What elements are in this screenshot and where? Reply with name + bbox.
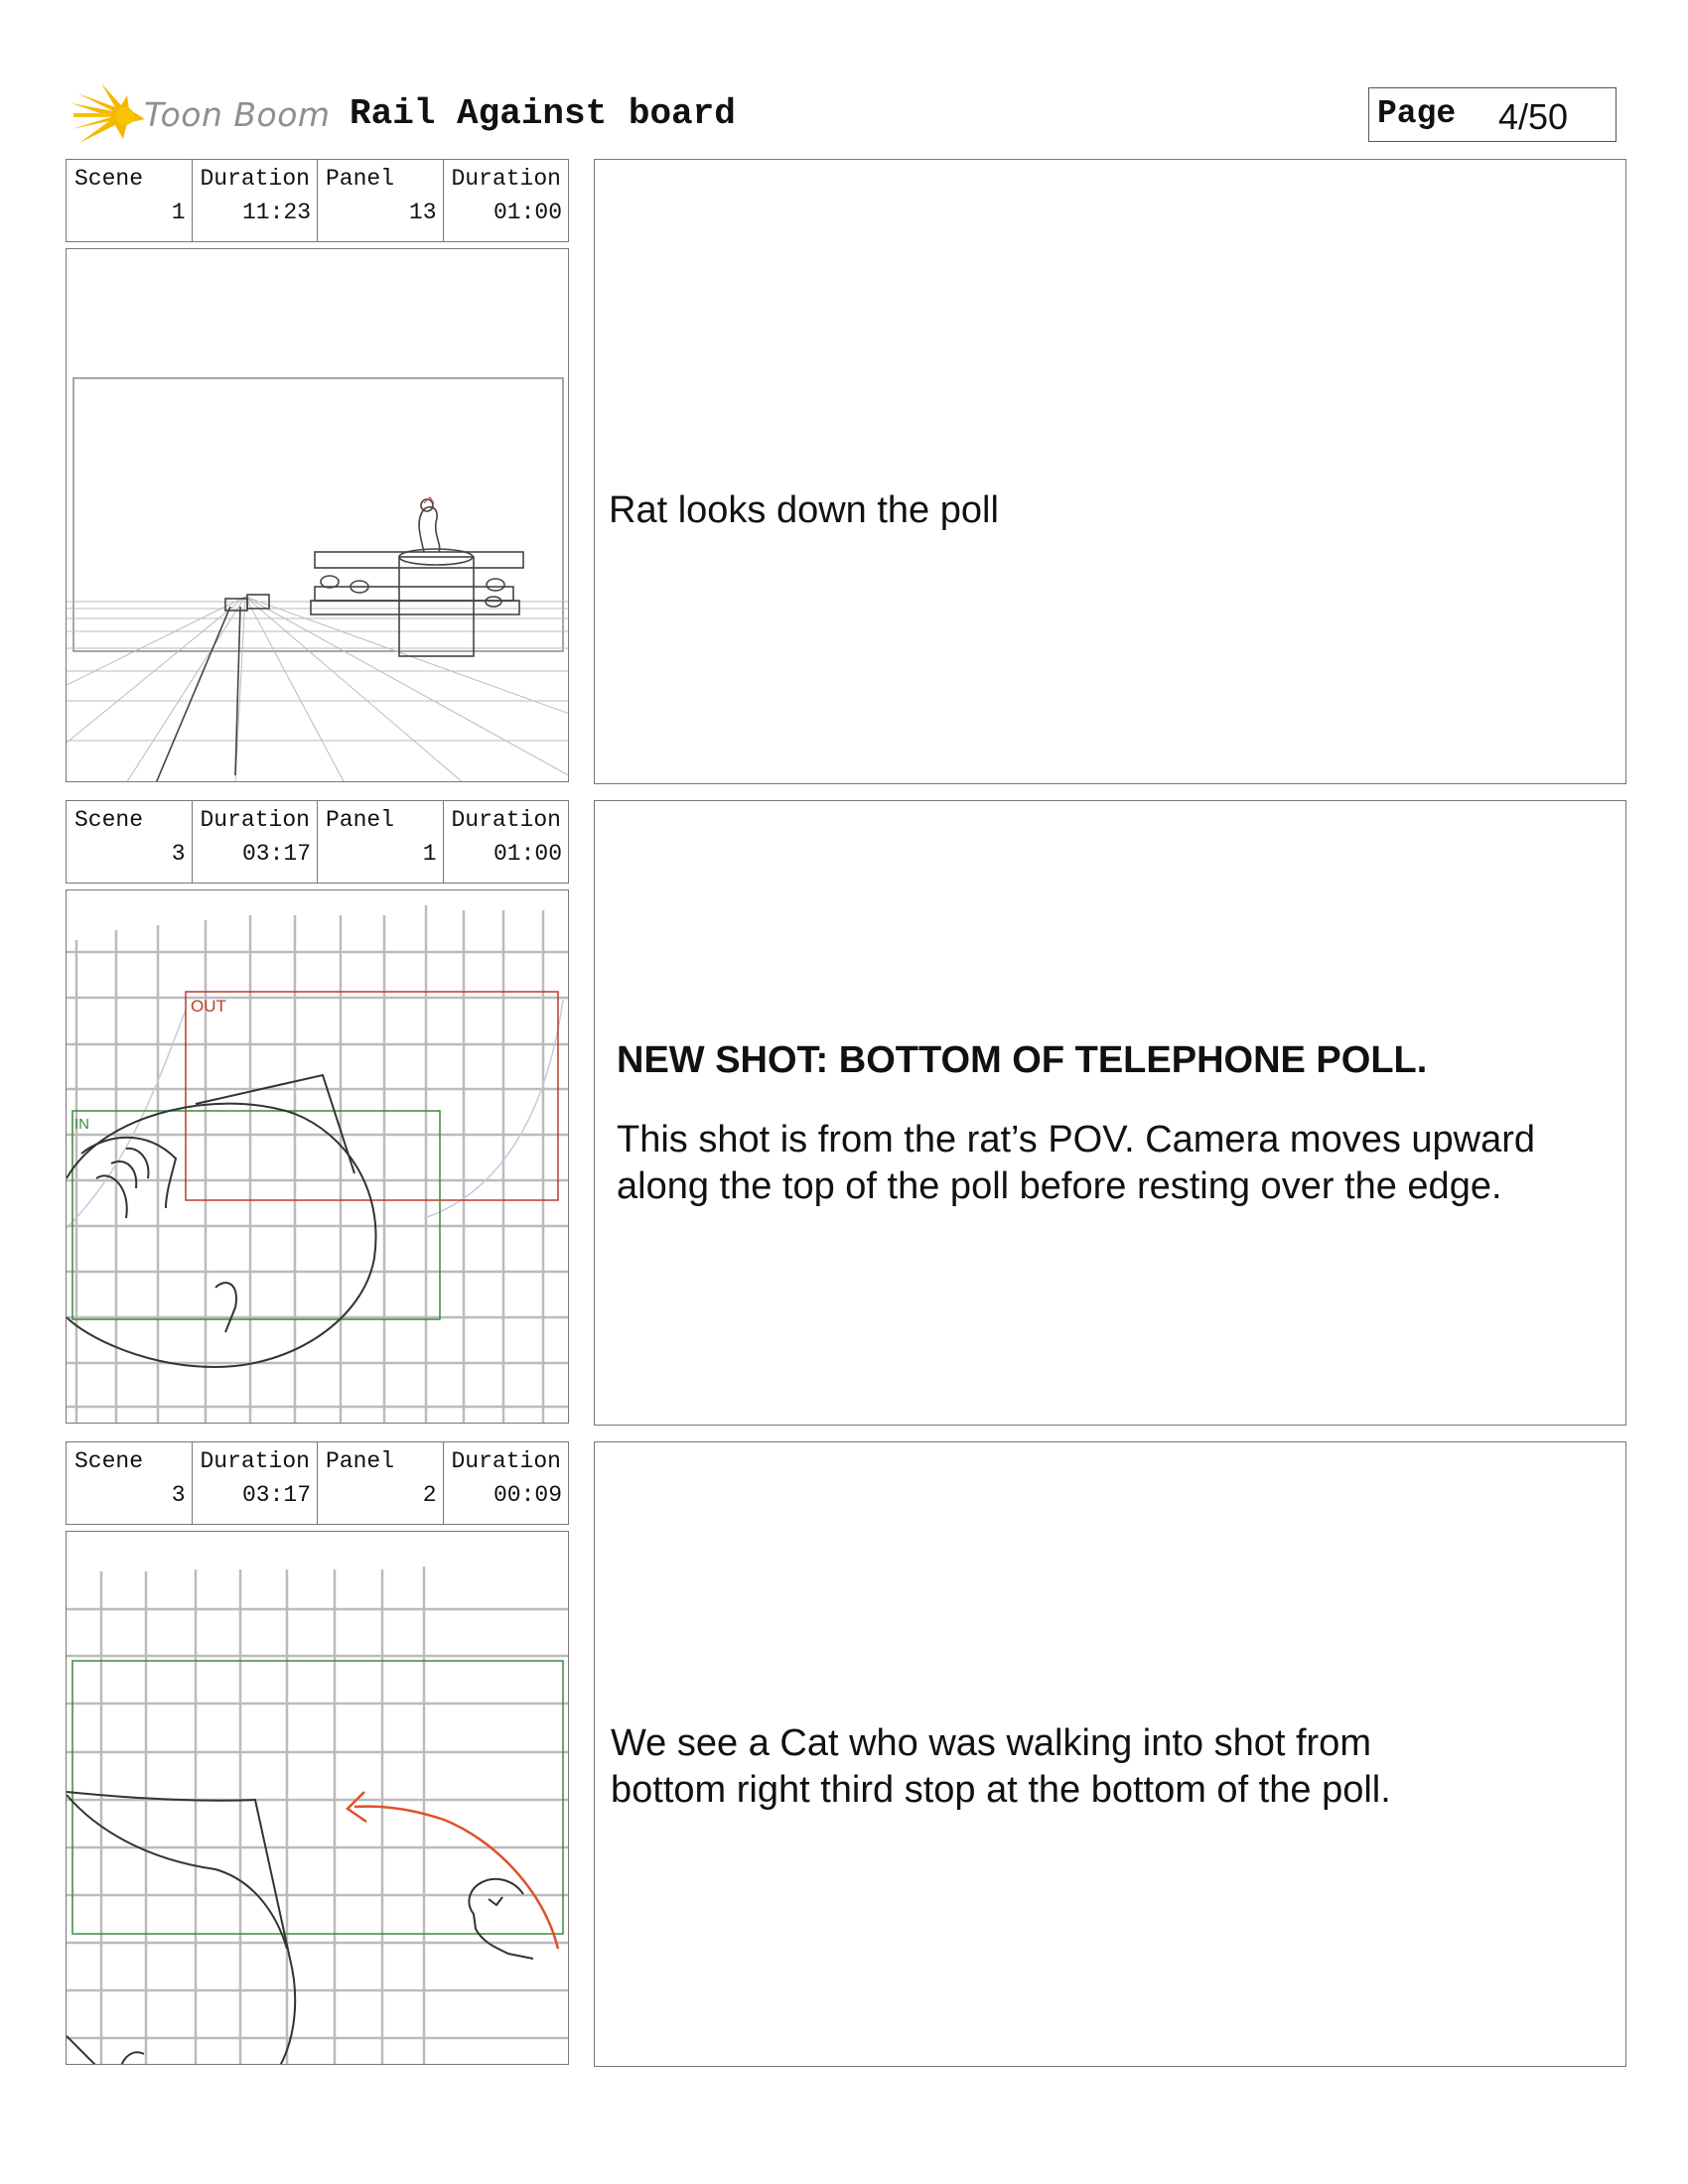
scene-duration: 03:17 — [241, 1482, 311, 1508]
panel-duration: 00:09 — [492, 1482, 562, 1508]
description-text: This shot is from the rat’s POV. Camera moves upward along the top of the poll before resting over the edge. — [617, 1119, 1536, 1207]
panel-cell: Panel 2 — [318, 1442, 444, 1524]
panel-info-row-2 — [66, 800, 569, 884]
panel-sketch-1 — [66, 248, 569, 782]
panel-duration-cell: Duration 01:00 — [451, 807, 562, 867]
description-text: We see a Cat who was walking into shot from bottom right third stop at the bottom of the poll. — [611, 1722, 1391, 1811]
panel-description-3 — [594, 1441, 1626, 2067]
shot-heading: NEW SHOT: BOTTOM OF TELEPHONE POLL. — [617, 1039, 1428, 1081]
scene-number: 3 — [171, 1482, 186, 1508]
panel-number: 2 — [422, 1482, 437, 1508]
panel-info-row-3 — [66, 1441, 569, 1525]
page-label: Page — [1377, 95, 1457, 132]
panel-cell: Panel 1 — [318, 801, 444, 883]
page-header — [0, 0, 1688, 159]
page-number: 4/50 — [1498, 96, 1569, 137]
in-frame-label: IN — [74, 1116, 89, 1133]
panel-cell: Panel 13 — [318, 160, 444, 241]
panel-sketch-2 — [66, 889, 569, 1424]
scene-duration: 03:17 — [241, 841, 311, 867]
scene-duration-cell: Duration 11:23 — [193, 160, 319, 241]
scene-duration-cell: Duration 03:17 — [193, 1442, 319, 1524]
panel-duration-cell: Duration 00:09 — [451, 1448, 562, 1508]
star-burst-icon — [70, 81, 149, 151]
panel-duration: 01:00 — [492, 200, 562, 225]
out-frame-label: OUT — [191, 997, 226, 1016]
scene-cell: Scene 1 — [67, 160, 193, 241]
panel-description-2 — [594, 800, 1626, 1426]
scene-number: 1 — [171, 200, 186, 225]
scene-duration-cell: Duration 03:17 — [193, 801, 319, 883]
page-indicator — [1368, 87, 1617, 142]
panel-number: 1 — [422, 841, 437, 867]
board-title: Rail Against board — [350, 93, 736, 134]
panel-description-1 — [594, 159, 1626, 784]
cat-walks-in-sketch — [67, 1532, 569, 2065]
panel-number: 13 — [408, 200, 437, 225]
scene-number: 3 — [171, 841, 186, 867]
panel-info-row-1 — [66, 159, 569, 242]
panel-duration: 01:00 — [492, 841, 562, 867]
scene-cell: Scene 3 — [67, 801, 193, 883]
scene-duration: 11:23 — [241, 200, 311, 225]
panel-sketch-3 — [66, 1531, 569, 2065]
panel-duration-cell: Duration 01:00 — [451, 166, 562, 225]
pole-top-pov-sketch — [67, 890, 569, 1424]
rat-on-pole-sketch — [67, 249, 569, 782]
scene-cell: Scene 3 — [67, 1442, 193, 1524]
toon-boom-logo — [70, 81, 338, 151]
logo-wordmark: Toon Boom — [144, 95, 331, 134]
description-text: Rat looks down the poll — [609, 489, 999, 531]
